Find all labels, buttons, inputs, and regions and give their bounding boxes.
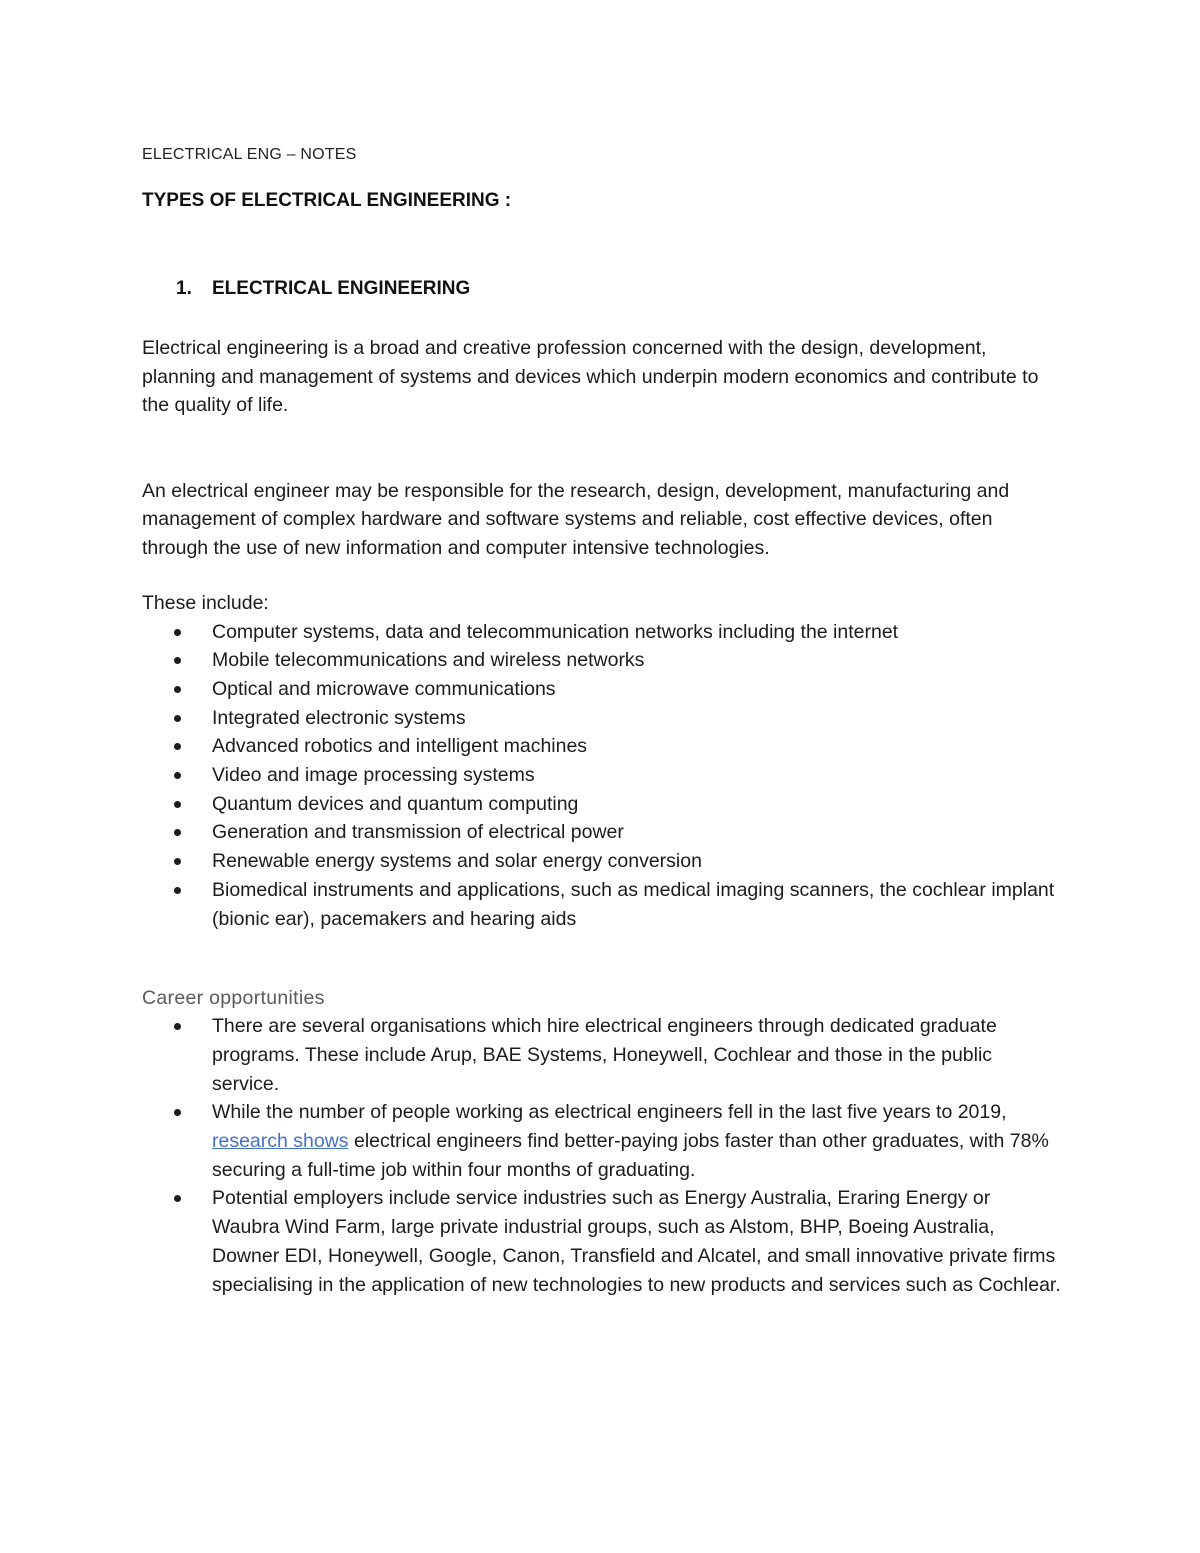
list-item: Advanced robotics and intelligent machines: [142, 732, 1062, 761]
these-include-label: These include:: [142, 592, 269, 614]
list-item: Computer systems, data and telecommunication networks including the internet: [142, 618, 1062, 647]
list-item: Generation and transmission of electrical power: [142, 818, 1062, 847]
bullet-icon: [174, 1023, 181, 1030]
list-item: Quantum devices and quantum computing: [142, 790, 1062, 819]
research-shows-link[interactable]: research shows: [212, 1130, 349, 1153]
document-body: [142, 144, 1062, 1299]
list-item: Renewable energy systems and solar energy conversion: [142, 847, 1062, 876]
list-item: Biomedical instruments and applications, such as medical imaging scanners, the cochlear implant (bionic ear), pacemakers and hearing aids: [142, 876, 1062, 933]
bullet-icon: [174, 629, 181, 636]
list-item: Mobile telecommunications and wireless networks: [142, 646, 1062, 675]
fields-list: [142, 618, 1062, 934]
bullet-icon: [174, 657, 181, 664]
bullet-icon: [174, 686, 181, 693]
responsibility-paragraph: An electrical engineer may be responsible for the research, design, development, manufacturing and management of complex hardware and software systems and reliable, cost effective devices, often through the use of new information and computer intensive technologies.: [142, 479, 1010, 559]
bullet-icon: [174, 1195, 181, 1202]
bullet-icon: [174, 801, 181, 808]
section-heading-text: ELECTRICAL ENGINEERING: [212, 278, 471, 299]
document-header: ELECTRICAL ENG – NOTES: [142, 146, 357, 163]
list-item: Video and image processing systems: [142, 761, 1062, 790]
bullet-icon: [174, 715, 181, 722]
bullet-icon: [174, 1109, 181, 1116]
page-title: TYPES OF ELECTRICAL ENGINEERING :: [142, 190, 512, 211]
bullet-icon: [174, 858, 181, 865]
section-number: 1.: [176, 278, 192, 299]
career-list: [142, 1012, 1062, 1299]
section-heading-electrical-engineering: [142, 276, 1062, 302]
bullet-icon: [174, 887, 181, 894]
list-item: Integrated electronic systems: [142, 704, 1062, 733]
bullet-icon: [174, 829, 181, 836]
bullet-icon: [174, 772, 181, 779]
list-item: There are several organisations which hire electrical engineers through dedicated graduate programs. These include Arup, BAE Systems, Honeywell, Cochlear and those in the public service.: [142, 1012, 1062, 1098]
career-opportunities-heading: Career opportunities: [142, 987, 325, 1010]
intro-paragraph: Electrical engineering is a broad and creative profession concerned with the design, development, planning and management of systems and devices which underpin modern economics and contribute to the quality of life.: [142, 337, 1039, 416]
bullet-icon: [174, 743, 181, 750]
list-item: Potential employers include service industries such as Energy Australia, Eraring Energy or Waubra Wind Farm, large private industrial groups, such as Alstom, BHP, Boeing Australia, Downer EDI, Honeywell, Google, Canon, Transfield and Alcatel, and small innovative private firms specialising in the application of new technologies to new products and services such as Cochlear.: [142, 1184, 1062, 1299]
list-item: While the number of people working as electrical engineers fell in the last five years to 2019, research shows electrical engineers find better-paying jobs faster than other graduates, with 78% securing a full-time job within four months of graduating.: [142, 1098, 1062, 1184]
list-item: Optical and microwave communications: [142, 675, 1062, 704]
